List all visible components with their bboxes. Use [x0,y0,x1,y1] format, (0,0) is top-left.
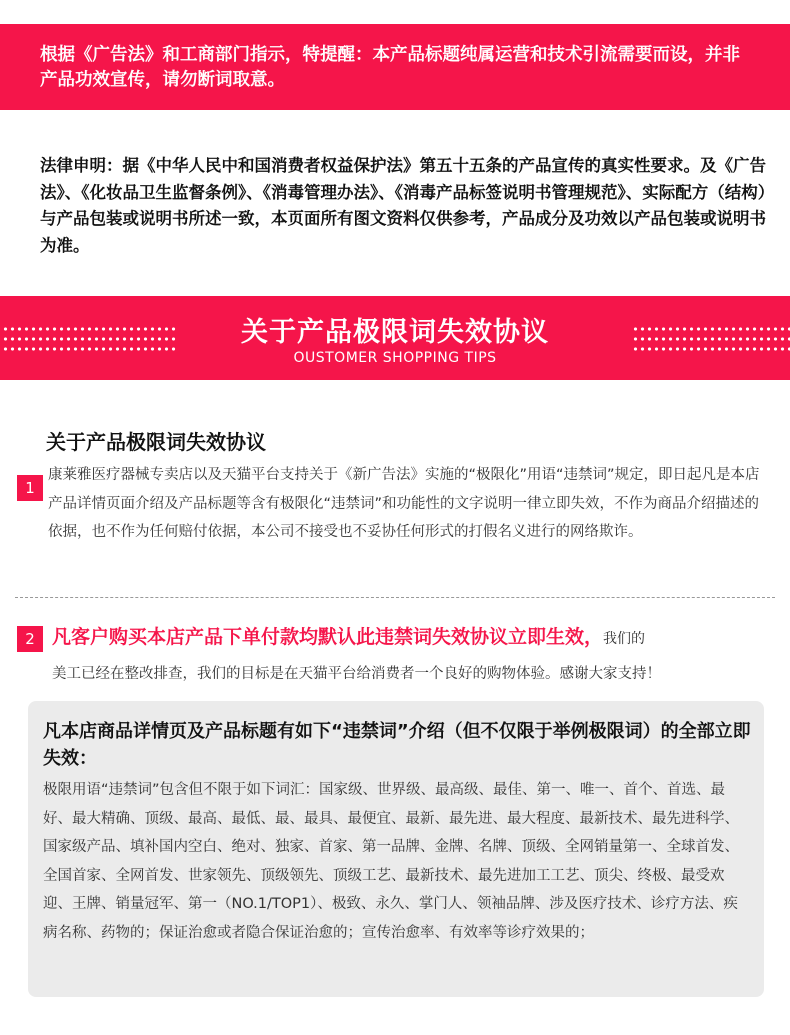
section-subtitle: OUSTOMER SHOPPING TIPS [293,350,497,366]
agreement-heading: 关于产品极限词失效协议 [46,430,266,454]
agreement-item-2-line [52,622,782,649]
agreement-item-2-highlight: 凡客户购买本店产品下单付款均默认此违禁词失效协议立即生效， [52,626,604,648]
agreement-item-2-tail: 我们的 [603,631,646,647]
dashed-divider [15,597,775,598]
dotted-decoration-right [632,324,790,354]
item-number-badge-2: 2 [17,626,43,652]
banned-words-title: 凡本店商品详情页及产品标题有如下“违禁词”介绍（但不仅限于举例极限词）的全部立即失效： [43,721,751,769]
banned-words-box [28,701,764,997]
section-title: 关于产品极限词失效协议 [241,317,549,348]
agreement-item-2-continuation: 美工已经在整改排查，我们的目标是在天猫平台给消费者一个良好的购物体验。感谢大家支持！ [52,666,661,682]
legal-statement: 法律申明：据《中华人民中和国消费者权益保护法》第五十五条的产品宣传的真实性要求。及《广告法》、《化妆品卫生监督条例》、《消毒管理办法》、《消毒产品标签说明书管理规范》、实际配方（结构）与产品包装或说明书所述一致，本页面所有图文资料仅供参考，产品成分及功效以产品包装或说明书为准。 [40,156,766,255]
top-notice-text: 根据《广告法》和工商部门指示，特提醒：本产品标题纯属运营和技术引流需要而设，并非产品功效宣传，请勿断词取意。 [40,45,740,90]
top-notice-banner [0,24,790,110]
agreement-item-1-text: 康莱雅医疗器械专卖店以及天猫平台支持关于《新广告法》实施的“极限化”用语“违禁词”规定，即日起凡是本店产品详情页面介绍及产品标题等含有极限化“违禁词”和功能性的文字说明一律立即失效，不作为商品介绍描述的依据，也不作为任何赔付依据，本公司不接受也不妥协任何形式的打假名义进行的网络欺诈。 [48,467,760,540]
item-number-badge-1: 1 [17,475,43,501]
banned-words-list: 极限用语“违禁词”包含但不限于如下词汇：国家级、世界级、最高级、最佳、第一、唯一、首个、首选、最好、最大精确、顶级、最高、最低、最、最具、最便宜、最新、最先进、最大程度、最新技术、最先进科学、国家级产品、填补国内空白、绝对、独家、首家、第一品牌、金牌、名牌、顶级、全网销量第一、全球首发、全国首家、全网首发、世家领先、顶级领先、顶级工艺、最新技术、最先进加工工艺、顶尖、终极、最受欢迎、王牌、销量冠军、第一（NO.1/TOP1）、极致、永久、掌门人、领袖品牌、涉及医疗技术、诊疗方法、疾病名称、药物的；保证治愈或者隐合保证治愈的；宣传治愈率、有效率等诊疗效果的； [43,782,739,941]
dotted-decoration-left [2,324,178,354]
